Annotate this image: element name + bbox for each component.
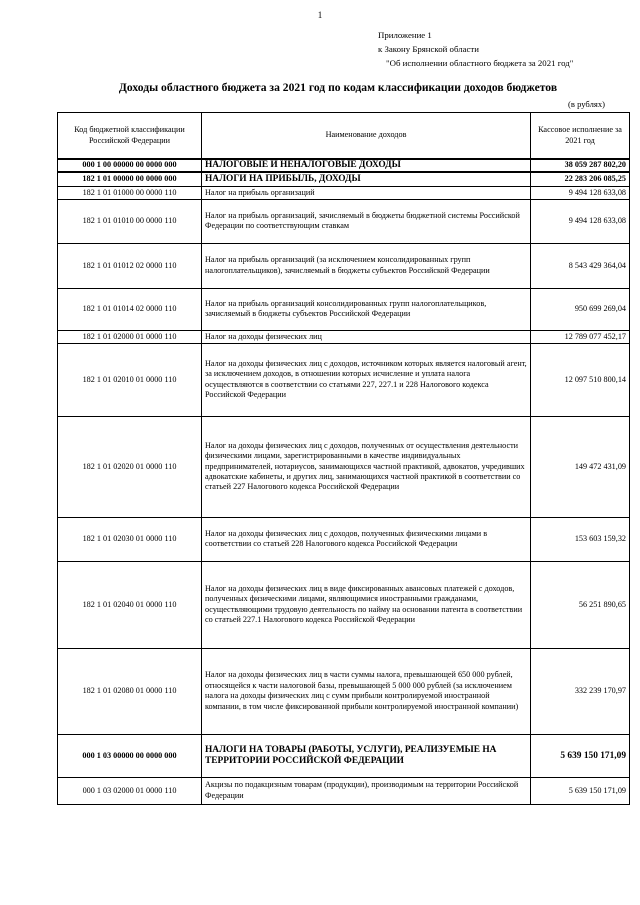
- table-row: [58, 172, 630, 186]
- table-row: [58, 648, 630, 734]
- header-amount: Кассовое исполнение за 2021 год: [531, 113, 630, 160]
- row-amount: 9 494 128 633,08: [531, 199, 630, 243]
- row-code: 182 1 01 02010 01 0000 110: [58, 343, 202, 416]
- page-number: 1: [317, 10, 323, 20]
- row-amount: 153 603 159,32: [531, 517, 630, 561]
- units-label: (в рублях): [568, 99, 605, 109]
- table-row: [58, 330, 630, 343]
- row-code: 182 1 01 00000 00 0000 000: [58, 172, 202, 186]
- table-row: [58, 734, 630, 777]
- row-code: 182 1 01 02020 01 0000 110: [58, 416, 202, 517]
- table-row: [58, 777, 630, 804]
- table-row: [58, 517, 630, 561]
- document-title: Доходы областного бюджета за 2021 год по кодам классификации доходов бюджетов: [118, 81, 558, 94]
- row-code: 000 1 03 02000 01 0000 110: [58, 777, 202, 804]
- row-name: Налог на доходы физических лиц с доходов, полученных физическими лицами в соответствии со статьей 228 Налогового кодекса Российской Федерации: [202, 517, 531, 561]
- row-code: 182 1 01 02080 01 0000 110: [58, 648, 202, 734]
- row-amount: 5 639 150 171,09: [531, 734, 630, 777]
- table-row: [58, 416, 630, 517]
- row-name: НАЛОГИ НА ТОВАРЫ (РАБОТЫ, УСЛУГИ), РЕАЛИЗУЕМЫЕ НА ТЕРРИТОРИИ РОССИЙСКОЙ ФЕДЕРАЦИИ: [202, 734, 531, 777]
- row-amount: 332 239 170,97: [531, 648, 630, 734]
- row-name: Налог на прибыль организаций, зачисляемый в бюджеты бюджетной системы Российской Федерации по соответствующим ставкам: [202, 199, 531, 243]
- table-row: [58, 159, 630, 172]
- row-name: Налог на прибыль организаций (за исключением консолидированных групп налогоплательщиков), зачисляемый в бюджеты субъектов Российской Федерации: [202, 243, 531, 288]
- row-amount: 9 494 128 633,08: [531, 186, 630, 199]
- appendix-block: [378, 28, 638, 70]
- row-amount: 149 472 431,09: [531, 416, 630, 517]
- row-name: Акцизы по подакцизным товарам (продукции), производимым на территории Российской Федерации: [202, 777, 531, 804]
- table-row: [58, 199, 630, 243]
- row-code: 182 1 01 02000 01 0000 110: [58, 330, 202, 343]
- row-code: 182 1 01 01014 02 0000 110: [58, 288, 202, 330]
- row-amount: 12 097 510 800,14: [531, 343, 630, 416]
- row-amount: 8 543 429 364,04: [531, 243, 630, 288]
- header-code: Код бюджетной классификации Российской Федерации: [58, 113, 202, 160]
- row-code: 182 1 01 01012 02 0000 110: [58, 243, 202, 288]
- row-name: Налог на доходы физических лиц в виде фиксированных авансовых платежей с доходов, полученных физическими лицами, являющимися иностранными гражданами, осуществляющими трудовую деятельность по найму на основании патента в соответствии со статьей 227.1 Налогового кодекса Российской Федерации: [202, 561, 531, 648]
- row-name: Налог на прибыль организаций консолидированных групп налогоплательщиков, зачисляемый в бюджеты субъектов Российской Федерации: [202, 288, 531, 330]
- table-row: [58, 243, 630, 288]
- table-row: [58, 186, 630, 199]
- table-row: [58, 343, 630, 416]
- table-row: [58, 561, 630, 648]
- row-name: Налог на доходы физических лиц в части суммы налога, превышающей 650 000 рублей, относящейся к части налоговой базы, превышающей 5 000 000 рублей (за исключением налога на доходы физических лиц с сумм прибыли контролируемой иностранной компании, в том числе фиксированной прибыли контролируемой иностранной компании): [202, 648, 531, 734]
- row-amount: 5 639 150 171,09: [531, 777, 630, 804]
- header-name: Наименование доходов: [202, 113, 531, 160]
- row-code: 182 1 01 01010 00 0000 110: [58, 199, 202, 243]
- row-amount: 12 789 077 452,17: [531, 330, 630, 343]
- table-row: [58, 288, 630, 330]
- row-name: Налог на доходы физических лиц с доходов, полученных от осуществления деятельности физическими лицами, зарегистрированными в качестве индивидуальных предпринимателей, нотариусов, занимающихся частной практикой, адвокатов, учредивших адвокатские кабинеты, и других лиц, занимающихся частной практикой в соответствии со статьей 227 Налогового кодекса Российской Федерации: [202, 416, 531, 517]
- row-code: 182 1 01 01000 00 0000 110: [58, 186, 202, 199]
- row-name: Налог на прибыль организаций: [202, 186, 531, 199]
- row-name: НАЛОГИ НА ПРИБЫЛЬ, ДОХОДЫ: [202, 172, 531, 186]
- appendix-line-1: Приложение 1: [378, 30, 432, 40]
- row-name: НАЛОГОВЫЕ И НЕНАЛОГОВЫЕ ДОХОДЫ: [202, 159, 531, 172]
- row-code: 182 1 01 02040 01 0000 110: [58, 561, 202, 648]
- row-code: 000 1 03 00000 00 0000 000: [58, 734, 202, 777]
- row-amount: 56 251 890,65: [531, 561, 630, 648]
- row-amount: 38 059 287 802,20: [531, 159, 630, 172]
- row-code: 182 1 01 02030 01 0000 110: [58, 517, 202, 561]
- appendix-line-3: "Об исполнении областного бюджета за 2021 год": [386, 58, 574, 68]
- row-name: Налог на доходы физических лиц: [202, 330, 531, 343]
- table-header-row: [58, 113, 630, 160]
- row-code: 000 1 00 00000 00 0000 000: [58, 159, 202, 172]
- row-name: Налог на доходы физических лиц с доходов, источником которых является налоговый агент, за исключением доходов, в отношении которых исчисление и уплата налога осуществляются в соответствии со статьями 227, 227.1 и 228 Налогового кодекса Российской Федерации: [202, 343, 531, 416]
- row-amount: 950 699 269,04: [531, 288, 630, 330]
- appendix-line-2: к Закону Брянской области: [378, 44, 479, 54]
- row-amount: 22 283 206 085,25: [531, 172, 630, 186]
- income-table: [57, 112, 630, 805]
